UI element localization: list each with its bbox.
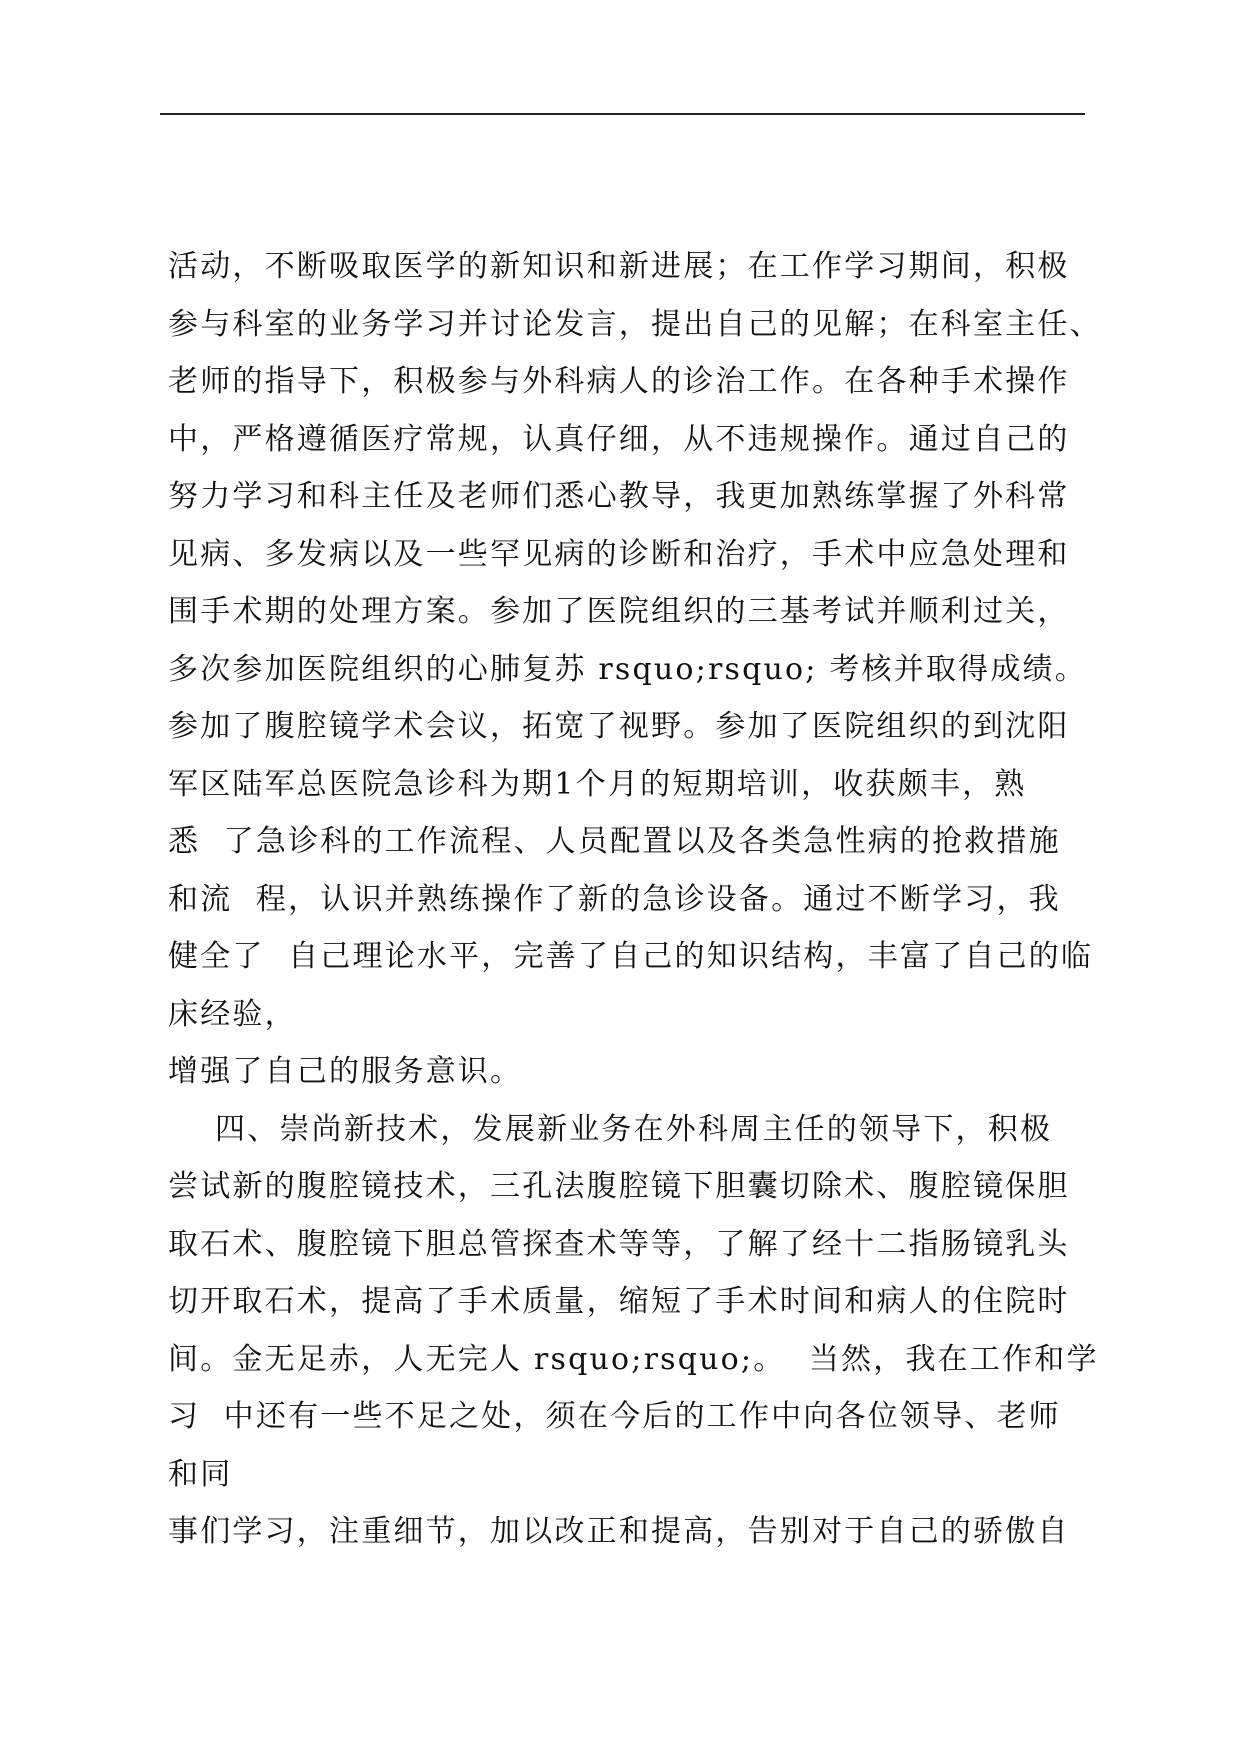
text-line: 围手术期的处理方案。参加了医院组织的三基考试并顺利过关， xyxy=(168,594,1070,629)
text-line: 悉 了急诊科的工作流程、人员配置以及各类急性病的抢救措施 xyxy=(168,824,1061,859)
text-line: 事们学习，注重细节，加以改正和提高，告别对于自己的骄傲自 xyxy=(168,1514,1070,1549)
text-line: 努力学习和科主任及老师们悉心教导，我更加熟练掌握了外科常 xyxy=(168,479,1070,514)
body-text xyxy=(168,238,1102,1561)
text-line: 健全了 自己理论水平，完善了自己的知识结构，丰富了自己的临 xyxy=(168,939,1094,974)
text-line: 增强了自己的服务意识。 xyxy=(168,1054,523,1089)
text-line: 间。金无足赤，人无完人 rsquo;rsquo;。 当然，我在工作和学 xyxy=(168,1341,1099,1377)
text-line: 军区陆军总医院急诊科为期1个月的短期培训，收获颇丰，熟 xyxy=(168,766,1027,802)
text-line: 切开取石术，提高了手术质量，缩短了手术时间和病人的住院时 xyxy=(168,1284,1070,1319)
text-line: 尝试新的腹腔镜技术，三孔法腹腔镜下胆囊切除术、腹腔镜保胆 xyxy=(168,1169,1070,1204)
text-line: 床经验， xyxy=(168,996,297,1032)
text-line: 参与科室的业务学习并讨论发言，提出自己的见解；在科室主任、 xyxy=(168,306,1102,342)
text-line: 中，严格遵循医疗常规，认真仔细，从不违规操作。通过自己的 xyxy=(168,421,1070,457)
text-line: 取石术、腹腔镜下胆总管探查术等等，了解了经十二指肠镜乳头 xyxy=(168,1226,1070,1262)
text-line: 和同 xyxy=(168,1456,233,1492)
header-rule xyxy=(160,113,1085,115)
text-line: 老师的指导下，积极参与外科病人的诊治工作。在各种手术操作 xyxy=(168,364,1070,399)
text-line: 习 中还有一些不足之处，须在今后的工作中向各位领导、老师 xyxy=(168,1399,1061,1434)
text-line: 四、崇尚新技术，发展新业务在外科周主任的领导下，积极 xyxy=(168,1111,1053,1147)
text-line: 活动，不断吸取医学的新知识和新进展；在工作学习期间，积极 xyxy=(168,249,1070,284)
text-line: 见病、多发病以及一些罕见病的诊断和治疗，手术中应急处理和 xyxy=(168,536,1070,572)
text-line: 参加了腹腔镜学术会议，拓宽了视野。参加了医院组织的到沈阳 xyxy=(168,709,1070,744)
text-line: 多次参加医院组织的心肺复苏 rsquo;rsquo; 考核并取得成绩。 xyxy=(168,651,1087,687)
text-line: 和流 程，认识并熟练操作了新的急诊设备。通过不断学习，我 xyxy=(168,881,1061,917)
